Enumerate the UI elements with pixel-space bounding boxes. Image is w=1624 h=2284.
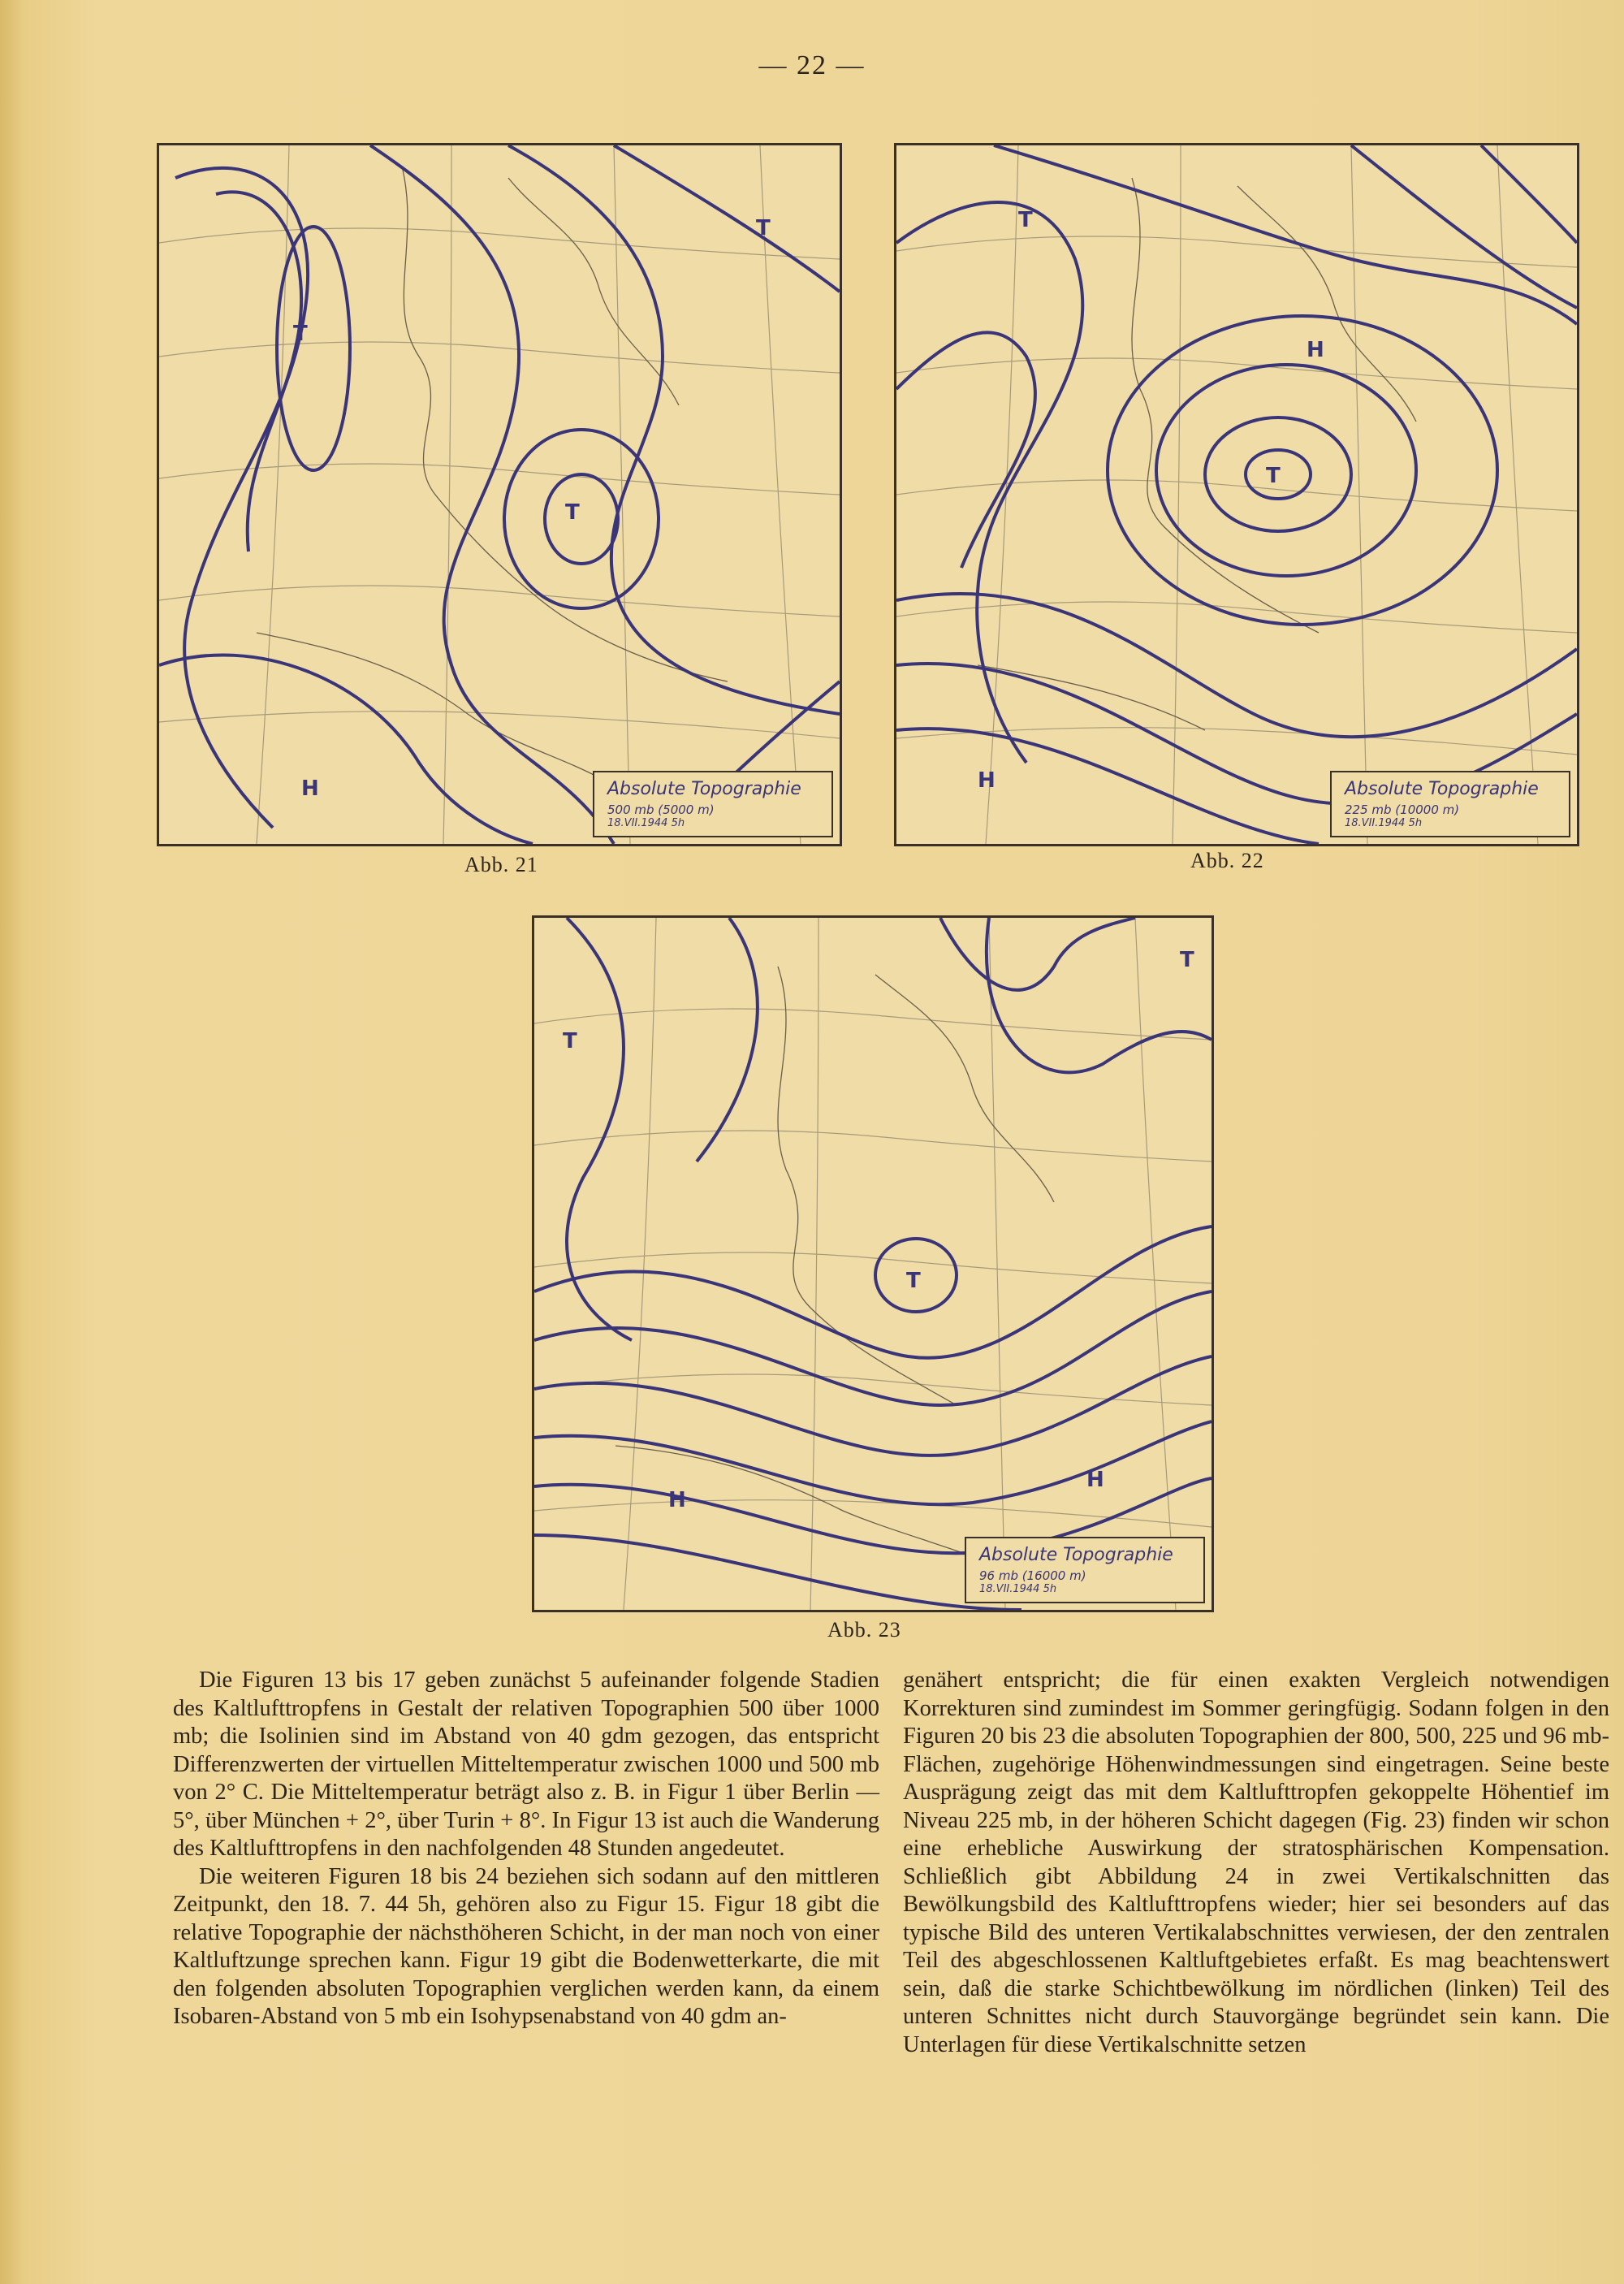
svg-text:T: T — [1266, 464, 1281, 488]
figure-caption-abb-23: Abb. 23 — [827, 1618, 901, 1642]
isoline-map-graphic — [896, 145, 1577, 844]
svg-text:T: T — [1018, 208, 1033, 232]
paragraph: genähert entspricht; die für einen exakten Vergleich notwendigen Korrekturen sind zumindest im Sommer geringfügig. Sodann folgen in den Figuren 20 bis 23 die absoluten Topographien der 800, 500, 225 und 96 mb-Flächen, zugehörige Höhenwindmessungen sind eingetragen. Seine beste Ausprägung zeigt das mit dem Kaltlufttropfen gekoppelte Höhentief im Niveau 225 mb, in der höheren Schicht dagegen (Fig. 23) finden wir schon eine erhebliche Auswirkung der stratosphärischen Kompensation. Schließlich gibt Abbildung 24 in zwei Vertikalschnitten das Bewölkungsbild des Kaltlufttropfens wieder; hier sei besonders auf das typische Bild des unteren Vertikalabschnittes verwiesen, der den zentralen Teil des abgeschlossenen Kaltluftgebietes erfaßt. Es mag beachtenswert sein, daß die starke Schichtbewölkung im nördlichen (linken) Teil des unteren Schnittes nicht durch Stauvorgänge begründet sein kann. Die Unterlagen für diese Vertikalschnitte setzen — [903, 1668, 1609, 2057]
legend-date: 18.VII.1944 5h — [979, 1583, 1057, 1595]
paragraph: Die weiteren Figuren 18 bis 24 beziehen sich sodann auf den mittleren Zeitpunkt, den 18. 7. 44 5h, gehören also zu Figur 15. Figur 18 gibt die relative Topographie der nächsthöheren Schicht, in der man noch von einer Kaltluftzunge sprechen kann. Figur 19 gibt die Bodenwetterkarte, die mit den folgenden absoluten Topographien verglichen werden kann, da einem Isobaren-Abstand von 5 mb ein Isohypsenabstand von 40 gdm an- — [173, 1863, 879, 2029]
weather-map-abb-23 — [532, 915, 1214, 1612]
text-column-left — [173, 1667, 879, 2031]
page-number: — 22 — — [758, 50, 866, 80]
svg-text:H: H — [1086, 1468, 1104, 1492]
legend-title: Absolute Topographie — [1345, 779, 1539, 799]
isoline-map-graphic — [159, 145, 840, 844]
svg-text:T: T — [1180, 948, 1194, 972]
map-legend-box — [965, 1537, 1205, 1603]
svg-text:T: T — [565, 500, 580, 525]
svg-text:T: T — [293, 322, 308, 346]
legend-level: 225 mb (10000 m) — [1345, 802, 1460, 817]
weather-map-abb-22 — [894, 143, 1579, 846]
svg-text:H: H — [1307, 338, 1324, 362]
svg-text:T: T — [756, 216, 771, 240]
figure-caption-abb-21: Abb. 21 — [464, 853, 538, 876]
svg-text:T: T — [906, 1269, 921, 1293]
paragraph: Die Figuren 13 bis 17 geben zunächst 5 aufeinander folgende Stadien des Kaltlufttropfens in Gestalt der relativen Topographien 500 über 1000 mb; die Isolinien sind im Abstand von 40 gdm gezogen, das entspricht Differenzwerten der virtuellen Mitteltemperatur zwischen 1000 und 500 mb von 2° C. Die Mitteltemperatur beträgt also z. B. in Figur 1 über Berlin — 5°, über München + 2°, über Turin + 8°. In Figur 13 ist auch die Wanderung des Kaltlufttropfens in den nachfolgenden 48 Stunden angedeutet. — [173, 1668, 879, 1861]
svg-text:T: T — [563, 1029, 577, 1053]
map-legend-box — [593, 771, 833, 837]
text-column-right — [903, 1667, 1609, 2059]
legend-date: 18.VII.1944 5h — [607, 817, 685, 829]
legend-title: Absolute Topographie — [607, 779, 801, 799]
svg-text:H: H — [301, 776, 319, 801]
svg-text:H: H — [668, 1488, 686, 1512]
svg-text:H: H — [978, 768, 996, 793]
map-legend-box — [1330, 771, 1570, 837]
figure-caption-abb-22: Abb. 22 — [1190, 849, 1264, 872]
legend-level: 96 mb (16000 m) — [979, 1568, 1086, 1583]
legend-date: 18.VII.1944 5h — [1345, 817, 1423, 829]
legend-title: Absolute Topographie — [979, 1545, 1173, 1565]
isoline-map-graphic — [534, 918, 1212, 1610]
legend-level: 500 mb (5000 m) — [607, 802, 715, 817]
weather-map-abb-21 — [157, 143, 842, 846]
